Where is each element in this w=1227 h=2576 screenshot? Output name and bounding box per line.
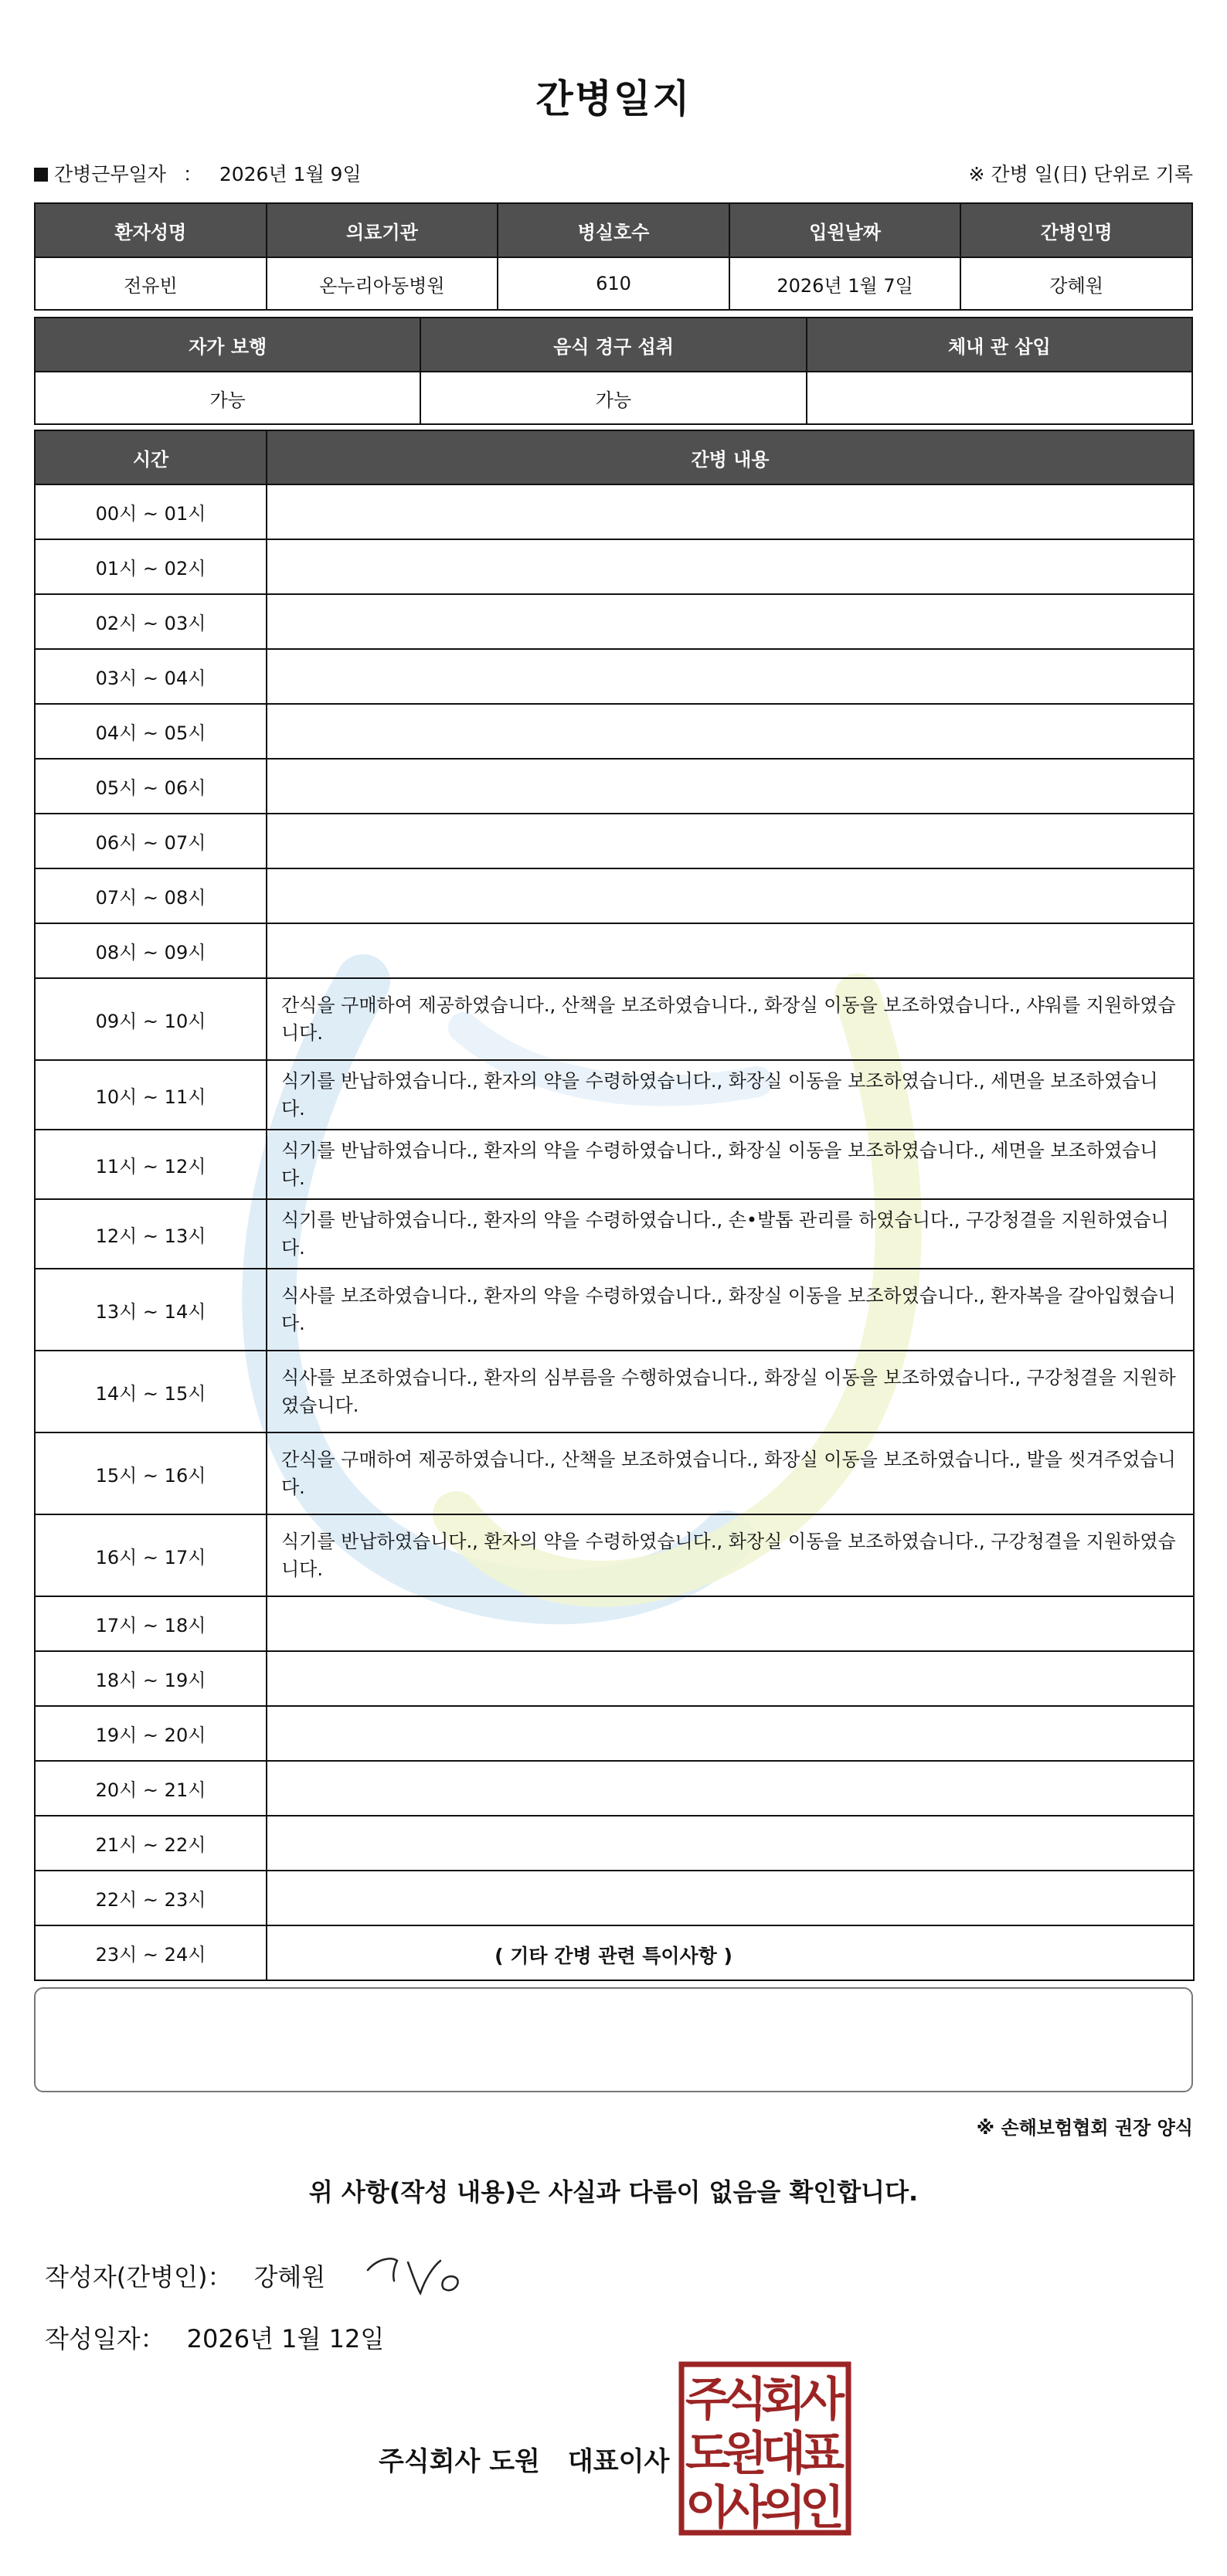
svg-text:인: 인	[800, 2481, 845, 2535]
log-time: 20시 ~ 21시	[35, 1761, 267, 1816]
log-content	[267, 759, 1194, 814]
log-row	[35, 649, 1194, 704]
header-care-content: 간병 내용	[267, 430, 1194, 484]
log-time: 00시 ~ 01시	[35, 484, 267, 539]
log-time: 23시 ~ 24시	[35, 1925, 267, 1980]
log-time: 13시 ~ 14시	[35, 1269, 267, 1351]
patient-header-row	[35, 203, 1192, 257]
log-time: 08시 ~ 09시	[35, 923, 267, 978]
self-walking-value: 가능	[35, 372, 420, 424]
log-time: 15시 ~ 16시	[35, 1432, 267, 1514]
log-header-row	[35, 430, 1194, 484]
header-oral-intake: 음식 경구 섭취	[420, 318, 806, 372]
svg-text:회: 회	[761, 2373, 806, 2427]
write-date-label: 작성일자：	[45, 2324, 165, 2353]
page-title: 간병일지	[535, 76, 692, 121]
write-date-line	[45, 2319, 384, 2355]
log-content: 간식을 구매하여 제공하였습니다., 산책을 보조하였습니다., 화장실 이동을 보조하였습니다., 샤워를 지원하였습니다.	[267, 978, 1194, 1060]
log-time: 14시 ~ 15시	[35, 1351, 267, 1432]
meta-row	[34, 159, 1193, 190]
log-content	[267, 814, 1194, 868]
unit-note: ※ 간병 일(日) 단위로 기록	[968, 163, 1193, 185]
log-content	[267, 868, 1194, 923]
writer-label: 작성자(간병인)：	[45, 2262, 233, 2292]
header-time: 시간	[35, 430, 267, 484]
company-title: 대표이사	[567, 2446, 670, 2477]
svg-text:도: 도	[685, 2427, 730, 2481]
log-time: 17시 ~ 18시	[35, 1596, 267, 1651]
log-time: 11시 ~ 12시	[35, 1130, 267, 1199]
log-row	[35, 1199, 1194, 1269]
log-content: 식기를 반납하였습니다., 환자의 약을 수령하였습니다., 화장실 이동을 보조하였습니다., 구강청결을 지원하였습니다.	[267, 1514, 1194, 1596]
association-note: ※ 손해보험협회 권장 양식	[976, 2117, 1193, 2139]
log-content	[267, 1651, 1194, 1706]
company-name: 주식회사 도원	[379, 2446, 540, 2477]
log-content	[267, 484, 1194, 539]
svg-text:표: 표	[800, 2427, 845, 2481]
log-row	[35, 1432, 1194, 1514]
oral-intake-value: 가능	[420, 372, 806, 424]
confirmation-statement: 위 사항(작성 내용)은 사실과 다름이 없음을 확인합니다.	[308, 2177, 919, 2207]
log-content: 식기를 반납하였습니다., 환자의 약을 수령하였습니다., 손•발톱 관리를 하였습니다., 구강청결을 지원하였습니다.	[267, 1199, 1194, 1269]
log-content	[267, 594, 1194, 649]
status-value-row	[35, 372, 1192, 424]
company-line	[379, 2440, 669, 2478]
svg-text:주: 주	[685, 2373, 730, 2427]
care-log-table	[34, 430, 1195, 1981]
log-row	[35, 1761, 1194, 1816]
svg-text:식: 식	[722, 2373, 767, 2427]
handwritten-signature	[363, 2244, 471, 2306]
log-time: 21시 ~ 22시	[35, 1816, 267, 1871]
log-content	[267, 1706, 1194, 1761]
log-content: 식사를 보조하였습니다., 환자의 약을 수령하였습니다., 화장실 이동을 보조하였습니다., 환자복을 갈아입혔습니다.	[267, 1269, 1194, 1351]
header-patient-name: 환자성명	[35, 203, 267, 257]
log-row	[35, 978, 1194, 1060]
svg-text:사: 사	[800, 2373, 845, 2427]
notes-box	[34, 1987, 1193, 2092]
header-hospital: 의료기관	[267, 203, 498, 257]
log-row	[35, 484, 1194, 539]
log-content: 식기를 반납하였습니다., 환자의 약을 수령하였습니다., 화장실 이동을 보조하였습니다., 세면을 보조하였습니다.	[267, 1130, 1194, 1199]
notes-title: ( 기타 간병 관련 특이사항 )	[495, 1945, 732, 1967]
log-time: 12시 ~ 13시	[35, 1199, 267, 1269]
log-content: 식기를 반납하였습니다., 환자의 약을 수령하였습니다., 화장실 이동을 보조하였습니다., 세면을 보조하였습니다.	[267, 1060, 1194, 1130]
log-row	[35, 1351, 1194, 1432]
log-row	[35, 1596, 1194, 1651]
status-header-row	[35, 318, 1192, 372]
patient-name: 전유빈	[35, 257, 267, 310]
log-content	[267, 1816, 1194, 1871]
log-row	[35, 868, 1194, 923]
header-room: 병실호수	[498, 203, 729, 257]
log-content	[267, 649, 1194, 704]
log-content: 식사를 보조하였습니다., 환자의 심부름을 수행하였습니다., 화장실 이동을 보조하였습니다., 구강청결을 지원하였습니다.	[267, 1351, 1194, 1432]
log-time: 16시 ~ 17시	[35, 1514, 267, 1596]
header-self-walking: 자가 보행	[35, 318, 420, 372]
log-time: 10시 ~ 11시	[35, 1060, 267, 1130]
writer-line	[45, 2258, 325, 2293]
log-row	[35, 1816, 1194, 1871]
svg-text:사: 사	[722, 2481, 767, 2535]
log-content	[267, 923, 1194, 978]
log-time: 18시 ~ 19시	[35, 1651, 267, 1706]
log-time: 04시 ~ 05시	[35, 704, 267, 759]
hospital-name: 온누리아동병원	[267, 257, 498, 310]
log-row	[35, 1269, 1194, 1351]
svg-text:원: 원	[722, 2427, 767, 2481]
log-time: 07시 ~ 08시	[35, 868, 267, 923]
svg-text:대: 대	[761, 2427, 806, 2481]
patient-info-table	[34, 202, 1193, 311]
work-date-value: 2026년 1월 9일	[219, 163, 362, 185]
log-time: 09시 ~ 10시	[35, 978, 267, 1060]
work-date	[34, 159, 362, 187]
log-time: 22시 ~ 23시	[35, 1871, 267, 1925]
log-content	[267, 539, 1194, 594]
svg-text:의: 의	[761, 2481, 806, 2535]
log-row	[35, 1651, 1194, 1706]
header-caregiver: 간병인명	[960, 203, 1192, 257]
writer-name: 강혜원	[253, 2262, 326, 2292]
log-time: 05시 ~ 06시	[35, 759, 267, 814]
work-date-separator: ：	[182, 163, 202, 185]
log-row	[35, 1130, 1194, 1199]
log-row	[35, 814, 1194, 868]
log-content	[267, 704, 1194, 759]
room-number: 610	[498, 257, 729, 310]
log-row	[35, 923, 1194, 978]
log-row	[35, 594, 1194, 649]
caregiver-name: 강혜원	[960, 257, 1192, 310]
header-admission-date: 입원날짜	[729, 203, 961, 257]
log-content	[267, 1596, 1194, 1651]
log-content	[267, 1871, 1194, 1925]
log-content: 간식을 구매하여 제공하였습니다., 산책을 보조하였습니다., 화장실 이동을 보조하였습니다., 발을 씻겨주었습니다.	[267, 1432, 1194, 1514]
log-content	[267, 1761, 1194, 1816]
log-row	[35, 1871, 1194, 1925]
company-seal-stamp	[678, 2361, 851, 2536]
log-row	[35, 539, 1194, 594]
log-row	[35, 1706, 1194, 1761]
write-date-value: 2026년 1월 12일	[186, 2324, 385, 2353]
log-row	[35, 1060, 1194, 1130]
patient-value-row	[35, 257, 1192, 310]
log-time: 02시 ~ 03시	[35, 594, 267, 649]
log-time: 01시 ~ 02시	[35, 539, 267, 594]
svg-text:이: 이	[685, 2481, 730, 2535]
log-time: 03시 ~ 04시	[35, 649, 267, 704]
log-time: 19시 ~ 20시	[35, 1706, 267, 1761]
tube-insertion-value	[807, 372, 1192, 424]
log-time: 06시 ~ 07시	[35, 814, 267, 868]
admission-date: 2026년 1월 7일	[729, 257, 961, 310]
patient-status-table	[34, 317, 1193, 425]
log-row	[35, 759, 1194, 814]
header-tube-insertion: 체내 관 삽입	[807, 318, 1192, 372]
log-row	[35, 704, 1194, 759]
square-bullet-icon	[34, 168, 48, 182]
work-date-label: 간병근무일자	[54, 163, 166, 185]
log-row	[35, 1514, 1194, 1596]
